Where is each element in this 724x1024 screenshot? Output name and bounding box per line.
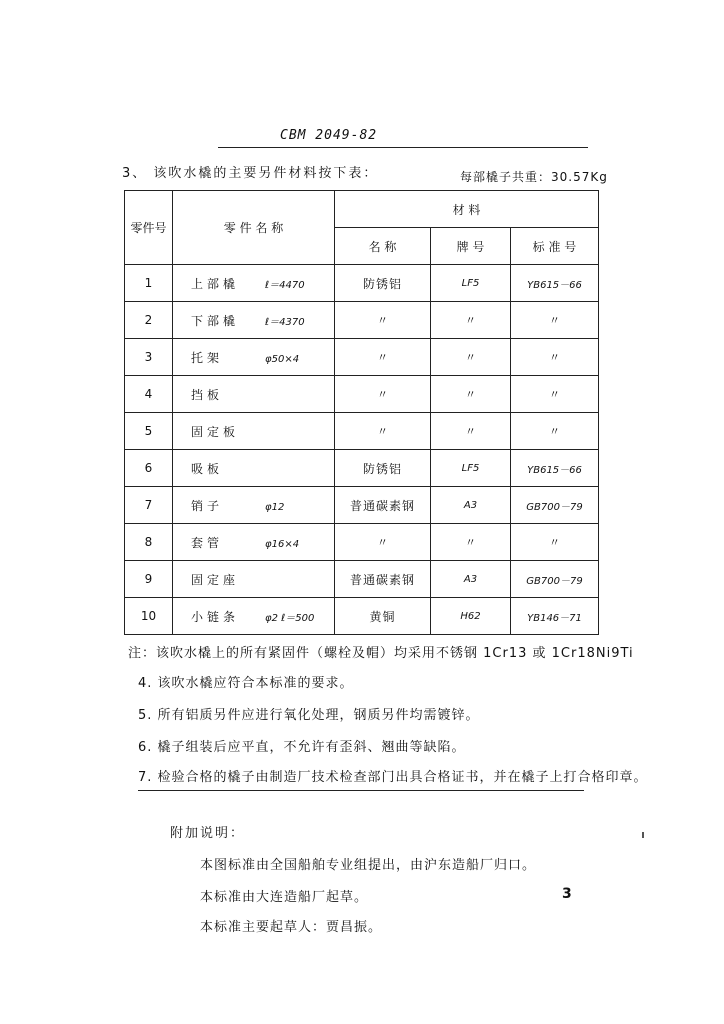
cell-grade: LF5	[431, 450, 511, 487]
part-name: 上部橇	[191, 276, 240, 291]
cell-grade: 〃	[431, 524, 511, 561]
section-title: 3、 该吹水橇的主要另件材料按下表：	[122, 166, 379, 181]
cell-part-no: 2	[125, 302, 173, 339]
cell-part-name	[173, 376, 335, 413]
part-name: 下部橇	[191, 313, 240, 328]
part-name: 固定板	[191, 424, 240, 439]
part-spec: φ12	[265, 501, 285, 513]
cell-material: 〃	[335, 413, 431, 450]
cell-material: 防锈铝	[335, 265, 431, 302]
cell-part-name	[173, 450, 335, 487]
cell-part-no: 7	[125, 487, 173, 524]
cell-part-no: 4	[125, 376, 173, 413]
cell-grade: 〃	[431, 413, 511, 450]
table-row	[125, 487, 599, 524]
appendix-title: 附加说明：	[170, 826, 246, 841]
cell-material: 防锈铝	[335, 450, 431, 487]
note-7: 7. 检验合格的橇子由制造厂技术检查部门出具合格证书，并在橇子上打合格印章。	[138, 770, 648, 785]
cell-part-no: 1	[125, 265, 173, 302]
header-part-no: 零件号	[125, 191, 173, 265]
note-4: 4. 该吹水橇应符合本标准的要求。	[138, 676, 354, 691]
cell-material: 〃	[335, 339, 431, 376]
header-material-grade: 牌 号	[431, 228, 511, 265]
cell-standard: YB615－66	[511, 265, 599, 302]
notes-rule	[138, 790, 584, 791]
cell-standard: 〃	[511, 376, 599, 413]
cell-part-no: 5	[125, 413, 173, 450]
header-material-name: 名 称	[335, 228, 431, 265]
cell-grade: LF5	[431, 265, 511, 302]
table-row	[125, 339, 599, 376]
cell-standard: GB700－79	[511, 487, 599, 524]
part-name: 小链条	[191, 609, 240, 624]
total-weight: 每部橇子共重：30.57Kg	[460, 170, 608, 184]
table-row	[125, 450, 599, 487]
cell-material: 普通碳素钢	[335, 487, 431, 524]
appendix-line: 本标准由大连造船厂起草。	[200, 890, 369, 905]
cell-part-no: 3	[125, 339, 173, 376]
cell-material: 〃	[335, 376, 431, 413]
cell-part-no: 9	[125, 561, 173, 598]
cell-material: 普通碳素钢	[335, 561, 431, 598]
cell-part-name	[173, 413, 335, 450]
cell-material: 〃	[335, 524, 431, 561]
cell-grade: A3	[431, 561, 511, 598]
table-row	[125, 265, 599, 302]
header-part-name: 零 件 名 称	[173, 191, 335, 265]
table-row	[125, 302, 599, 339]
document-number: CBM 2049-82	[280, 128, 378, 143]
header-material-standard: 标 准 号	[511, 228, 599, 265]
cell-part-name	[173, 339, 335, 376]
appendix-line: 本标准主要起草人：贾昌振。	[200, 920, 383, 935]
part-name: 套管	[191, 535, 224, 550]
cell-material: 〃	[335, 302, 431, 339]
page-number: 3	[562, 886, 572, 902]
cell-part-name	[173, 302, 335, 339]
cell-grade: 〃	[431, 376, 511, 413]
scan-speck	[642, 832, 644, 838]
cell-standard: 〃	[511, 524, 599, 561]
cell-standard: GB700－79	[511, 561, 599, 598]
cell-standard: YB146－71	[511, 598, 599, 635]
header-rule	[218, 147, 588, 148]
cell-part-no: 10	[125, 598, 173, 635]
parts-material-table	[124, 190, 599, 635]
part-name: 托架	[191, 350, 224, 365]
part-spec: φ2 ℓ＝500	[265, 612, 315, 624]
cell-part-name	[173, 598, 335, 635]
table-row	[125, 561, 599, 598]
note-fasteners: 注：该吹水橇上的所有紧固件（螺栓及帽）均采用不锈钢 1Cr13 或 1Cr18Ni9Ti	[128, 646, 634, 661]
cell-part-name	[173, 487, 335, 524]
part-spec: φ50×4	[265, 353, 300, 365]
cell-part-no: 8	[125, 524, 173, 561]
cell-grade: H62	[431, 598, 511, 635]
cell-material: 黄铜	[335, 598, 431, 635]
part-name: 吸板	[191, 461, 224, 476]
cell-part-name	[173, 524, 335, 561]
part-spec: ℓ＝4470	[265, 279, 305, 291]
part-name: 固定座	[191, 572, 240, 587]
cell-standard: 〃	[511, 413, 599, 450]
part-name: 挡板	[191, 387, 224, 402]
note-5: 5. 所有铝质另件应进行氧化处理，钢质另件均需镀锌。	[138, 708, 480, 723]
cell-standard: 〃	[511, 302, 599, 339]
table-row	[125, 376, 599, 413]
cell-grade: 〃	[431, 339, 511, 376]
header-material: 材 料	[335, 191, 599, 228]
table-row	[125, 598, 599, 635]
table-row	[125, 413, 599, 450]
note-6: 6. 橇子组装后应平直，不允许有歪斜、翘曲等缺陷。	[138, 740, 466, 755]
appendix-line: 本图标准由全国船舶专业组提出，由沪东造船厂归口。	[200, 858, 537, 873]
cell-part-name	[173, 561, 335, 598]
cell-standard: 〃	[511, 339, 599, 376]
part-spec: ℓ＝4370	[265, 316, 305, 328]
table-row	[125, 524, 599, 561]
part-spec: φ16×4	[265, 538, 300, 550]
cell-grade: A3	[431, 487, 511, 524]
cell-part-name	[173, 265, 335, 302]
cell-standard: YB615－66	[511, 450, 599, 487]
cell-part-no: 6	[125, 450, 173, 487]
part-name: 销子	[191, 498, 224, 513]
cell-grade: 〃	[431, 302, 511, 339]
